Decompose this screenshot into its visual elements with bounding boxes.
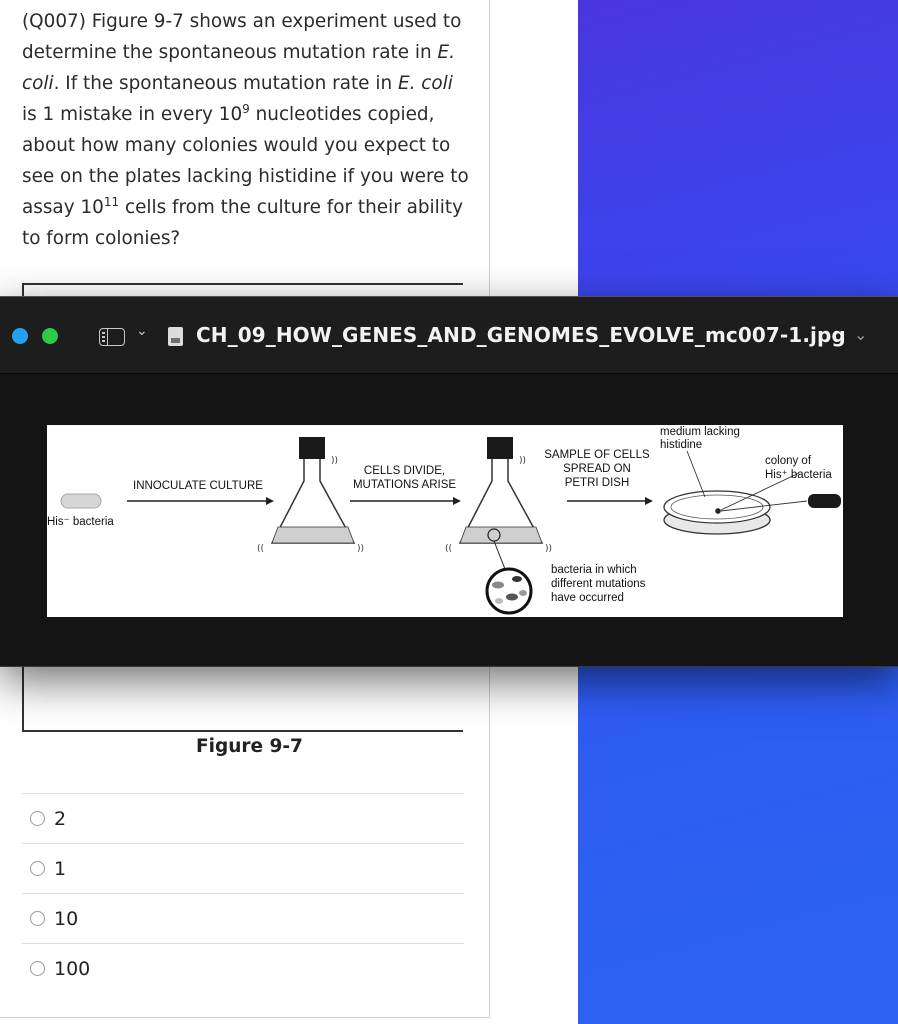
figure-image	[47, 425, 843, 617]
radio-button[interactable]	[30, 961, 45, 976]
his-minus-label: His⁻ bacteria	[47, 516, 114, 528]
mutations-label-3: have occurred	[551, 592, 624, 604]
viewer-titlebar[interactable]	[0, 297, 898, 374]
step-divide-label-2: MUTATIONS ARISE	[352, 479, 457, 491]
mutations-label-1: bacteria in which	[551, 564, 637, 576]
figure-frame-bottom	[22, 666, 463, 732]
answer-list	[22, 793, 464, 993]
question-text: (Q007) Figure 9-7 shows an experiment used to determine the spontaneous mutation rate in E. coli. If the spontaneous mutation rate in E. coli is 1 mistake in every $10^9$ nucleotides copied, about how many colonies would you expect to see on the plates lacking histidine if you were to assay $10^{11}$ cells from the culture for their ability to form colonies?	[22, 11, 469, 249]
radio-button[interactable]	[30, 911, 45, 926]
svg-text:)): ))	[545, 544, 553, 554]
answer-label: 10	[54, 907, 79, 930]
petri-dish-icon	[664, 451, 841, 534]
answer-label: 1	[54, 857, 67, 880]
chevron-down-icon[interactable]: ⌄	[136, 323, 148, 339]
arrow-icon	[645, 497, 653, 505]
radio-button[interactable]	[30, 811, 45, 826]
mutations-label-2: different mutations	[551, 578, 646, 590]
answer-option[interactable]	[22, 793, 464, 843]
figure-caption: Figure 9-7	[196, 736, 303, 757]
window-title: CH_09_HOW_GENES_AND_GENOMES_EVOLVE_mc007-1.jpg	[196, 323, 846, 347]
answer-option[interactable]	[22, 843, 464, 893]
close-window-button[interactable]	[12, 328, 28, 344]
step-sample-label-1: SAMPLE OF CELLS	[544, 449, 650, 461]
image-viewer-window	[0, 296, 898, 667]
sidebar-toggle-icon[interactable]	[99, 328, 125, 346]
culture-flask-icon	[257, 437, 364, 554]
answer-label: 100	[54, 957, 91, 980]
step-sample-label-2: SPREAD ON	[563, 463, 631, 475]
svg-text:((: ((	[445, 544, 453, 554]
experiment-diagram	[47, 425, 843, 617]
his-plus-bacterium-icon	[808, 494, 841, 508]
svg-text:)): ))	[357, 544, 365, 554]
image-file-icon	[168, 327, 183, 346]
title-chevron-icon[interactable]: ⌄	[854, 325, 868, 344]
step-inoculate-label: INNOCULATE CULTURE	[133, 480, 263, 492]
arrow-icon	[266, 497, 274, 505]
colony-label-2: His⁺ bacteria	[765, 469, 832, 481]
answer-label: 2	[54, 807, 67, 830]
figure-frame-top	[22, 283, 463, 297]
svg-text:((: ((	[257, 544, 265, 554]
radio-button[interactable]	[30, 861, 45, 876]
medium-label-1: medium lacking	[660, 426, 740, 438]
minimize-window-button[interactable]	[42, 328, 58, 344]
his-minus-bacterium-icon	[61, 494, 101, 508]
step-sample-label-3: PETRI DISH	[564, 477, 630, 489]
colony-label-1: colony of	[765, 455, 812, 467]
arrow-icon	[453, 497, 461, 505]
dividing-cells-flask-icon	[445, 437, 552, 613]
svg-text:)): ))	[519, 456, 527, 466]
answer-option[interactable]	[22, 893, 464, 943]
medium-label-2: histidine	[660, 439, 703, 451]
step-divide-label-1: CELLS DIVIDE,	[363, 465, 446, 477]
svg-text:)): ))	[331, 456, 339, 466]
answer-option[interactable]	[22, 943, 464, 993]
